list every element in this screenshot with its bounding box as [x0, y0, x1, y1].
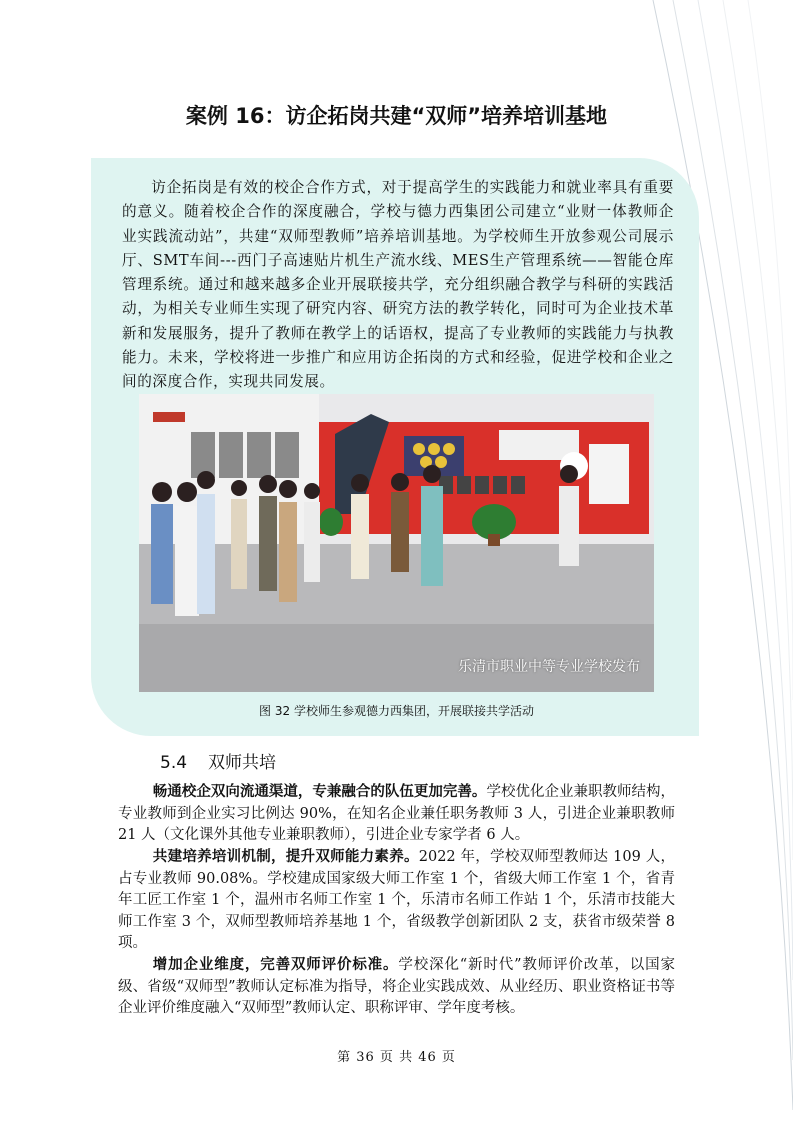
paragraph-lead: 畅通校企双向流通渠道，专兼融合的队伍更加完善。: [152, 784, 487, 800]
section-number: 5.4: [160, 753, 188, 773]
paragraph-lead: 共建培养培训机制，提升双师能力素养。: [152, 849, 419, 865]
visit-photo: [139, 394, 654, 692]
photo-caption: 图 32 学校师生参观德力西集团，开展联接共学活动: [259, 704, 534, 718]
paragraph-text: 学校深化“新时代”教师评价改革，以国家级、省级“双师型”教师认定标准为指导，将企业实践成效、从业经历、职业资格证书等企业评价维度融入“双师型”教师认定、职称评审、学年度考核。: [118, 957, 676, 1016]
section-title: 双师共培: [208, 753, 276, 773]
case-title: 案例 16：访企拓岗共建“双师”培养培训基地: [185, 104, 608, 128]
paragraph-text: 2022 年，学校双师型教师达 109 人，占专业教师 90.08%。学校建成国家级大师工作室 1 个，省级大师工作室 1 个，省青年工匠工作室 1 个，温州市名师工作室 1 个，乐清市名师工作站 1 个，乐清市技能大师工作室 3 个，双师型教师培养基地 1 个，省级教学创新团队 2 支，获省市级荣誉 8 项。: [118, 849, 676, 951]
paragraph-training-mechanism: [118, 847, 675, 955]
photo-watermark: 乐清市职业中等专业学校发布: [458, 659, 640, 675]
paragraph-teacher-flow: [118, 782, 675, 847]
page-footer: 第 36 页 共 46 页: [337, 1050, 456, 1065]
paragraph-evaluation-standard: [118, 955, 675, 1020]
section-heading: [160, 748, 276, 773]
paragraph-text: 学校优化企业兼职教师结构，专业教师到企业实习比例达 90%，在知名企业兼任职务教师 3 人，引进企业兼职教师 21 人（文化课外其他专业兼职教师），引进企业专家学者 6 人。: [118, 784, 676, 843]
paragraph-lead: 增加企业维度，完善双师评价标准。: [152, 957, 399, 973]
case-description: 访企拓岗是有效的校企合作方式，对于提高学生的实践能力和就业率具有重要的意义。随着校企合作的深度融合，学校与德力西集团公司建立“业财一体教师企业实践流动站”，共建“双师型教师”培养培训基地。为学校师生开放参观公司展示厅、SMT车间---西门子高速贴片机生产流水线、MES生产管理系统——智能仓库管理系统。通过和越来越多企业开展联接共学，充分组织融合教学与科研的实践活动，为相关专业师生实现了研究内容、研究方法的教学转化，同时可为企业技术革新和发展服务，提升了教师在教学上的话语权，提高了专业教师的实践能力与执教能力。未来，学校将进一步推广和应用访企拓岗的方式和经验，促进学校和企业之间的深度合作，实现共同发展。: [122, 179, 674, 391]
